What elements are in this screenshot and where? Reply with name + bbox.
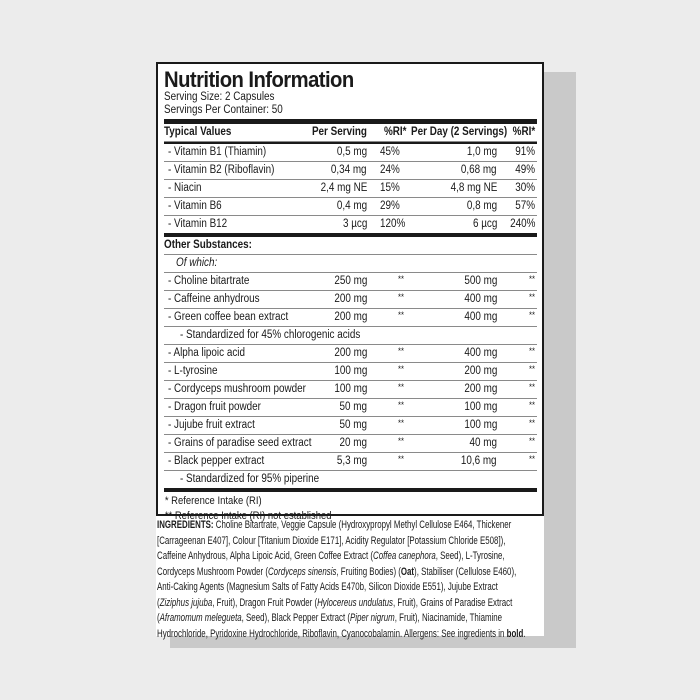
row-per-day: 40 mg — [469, 437, 497, 449]
table-row — [164, 417, 537, 435]
row-ri-day: ** — [528, 436, 535, 446]
row-name: - Jujube fruit extract — [168, 419, 255, 431]
row-per-day: 400 mg — [464, 347, 497, 359]
table-row — [164, 453, 537, 471]
row-ri: ** — [398, 382, 405, 392]
row-name: - Cordyceps mushroom powder — [168, 383, 306, 395]
row-ri-day: ** — [528, 418, 535, 428]
row-ri: ** — [398, 292, 405, 302]
row-per-serving: 100 mg — [334, 365, 367, 377]
table-row — [164, 345, 537, 363]
row-per-day: 200 mg — [464, 383, 497, 395]
ingredients-text: Coffea canephora — [373, 550, 436, 562]
table-row — [164, 180, 537, 198]
ingredients-text: [Carrageenan E407], Colour [Titanium Dioxide E171], Acidity Regulator [Potassium Chloride E508]), — [157, 534, 506, 547]
header-ri: %RI* — [384, 126, 407, 138]
ingredients-line — [157, 627, 526, 643]
row-per-day: 500 mg — [464, 275, 497, 287]
of-which-row — [164, 255, 537, 273]
row-per-serving: 200 mg — [334, 293, 367, 305]
table-row — [164, 162, 537, 180]
row-ri: 29% — [380, 200, 400, 212]
row-per-serving: 0,34 mg — [331, 164, 367, 176]
ingredients-text: Hylocereus undulatus — [317, 596, 394, 609]
row-name: - Green coffee bean extract — [168, 311, 289, 323]
nutrition-panel — [156, 62, 544, 522]
row-per-serving: 200 mg — [334, 311, 367, 323]
divider — [164, 488, 537, 492]
row-ri: ** — [398, 454, 405, 464]
row-name: - Black pepper extract — [168, 455, 265, 467]
footnote-ri-not-established: ** Reference Intake (RI) not established — [164, 510, 332, 522]
other-substances-table — [164, 273, 537, 488]
row-name: - L-tyrosine — [168, 365, 218, 377]
of-which-label: Of which: — [176, 257, 218, 269]
table-row — [164, 399, 537, 417]
row-ri-day: ** — [528, 454, 535, 464]
row-name: - Caffeine anhydrous — [168, 293, 260, 305]
header-per-day: Per Day (2 Servings) — [411, 126, 508, 138]
panel-title: Nutrition Information — [164, 67, 354, 92]
ingredients-text: ( — [157, 612, 160, 624]
table-row — [164, 363, 537, 381]
ingredients-text: Caffeine Anhydrous, Alpha Lipoic Acid, Green Coffee Extract ( — [157, 550, 374, 562]
table-row — [164, 381, 537, 399]
row-name: - Niacin — [168, 182, 202, 194]
row-per-day: 0,8 mg — [466, 200, 497, 212]
row-name: - Choline bitartrate — [168, 275, 250, 287]
table-row — [164, 273, 537, 291]
ingredients-text: , Seed), Black Pepper Extract ( — [241, 612, 351, 624]
row-ri: ** — [398, 364, 405, 374]
row-name: - Vitamin B6 — [168, 200, 222, 212]
footnote-ri: * Reference Intake (RI) — [164, 495, 262, 507]
ingredients-text: Hydrochloride, Pyridoxine Hydrochloride, Riboflavin, Cyanocobalamin. Allergens: See ingredients in — [157, 627, 507, 640]
ingredients-text: ), Stabiliser (Cellulose E460), — [414, 565, 517, 578]
row-per-day: 0,68 mg — [461, 164, 497, 176]
ingredients-text: . — [523, 627, 526, 640]
table-row — [164, 216, 537, 233]
table-row — [164, 471, 537, 488]
ingredients-text: Anti-Caking Agents (Magnesium Salts of Fatty Acids E470b, Silicon Dioxide E551), Jujube Extract — [157, 581, 498, 593]
ingredients-line — [157, 580, 498, 596]
row-ri: ** — [398, 400, 405, 410]
serving-size: Serving Size: 2 Capsules — [164, 91, 275, 103]
row-per-day: 400 mg — [464, 293, 497, 305]
row-ri: 15% — [380, 182, 400, 194]
row-per-serving: 250 mg — [334, 275, 367, 287]
ingredients-label: INGREDIENTS: — [157, 519, 214, 531]
row-per-serving: 100 mg — [334, 383, 367, 395]
ingredients-text: , Fruit), Dragon Fruit Powder ( — [212, 596, 318, 609]
row-name: - Dragon fruit powder — [168, 401, 261, 413]
ingredients-text: Cordyceps sinensis — [267, 565, 337, 578]
ingredients-text: Cordyceps Mushroom Powder ( — [157, 565, 268, 578]
ingredients-text: Oat — [400, 565, 415, 578]
header-per-serving: Per Serving — [312, 126, 367, 138]
ingredients-text: ( — [157, 596, 160, 609]
supplement-label — [156, 62, 544, 640]
row-ri-day: 91% — [515, 146, 535, 158]
row-per-serving: 200 mg — [334, 347, 367, 359]
ingredients-text: Piper nigrum — [350, 612, 395, 624]
header-ri-day: %RI* — [512, 126, 535, 138]
servings-per-container: Servings Per Container: 50 — [164, 104, 283, 116]
ingredients-text: Aframomum melegueta — [159, 612, 242, 624]
row-ri: 120% — [380, 218, 406, 230]
row-ri-day: ** — [528, 364, 535, 374]
table-row — [164, 327, 537, 345]
row-ri: ** — [398, 418, 405, 428]
row-ri-day: ** — [528, 400, 535, 410]
row-per-day: 4,8 mg NE — [450, 182, 497, 194]
other-substances-heading — [164, 237, 537, 255]
row-ri-day: 57% — [515, 200, 535, 212]
ingredients-text: Ziziphus jujuba — [159, 596, 213, 609]
row-per-serving: 5,3 mg — [336, 455, 367, 467]
row-per-serving: 2,4 mg NE — [320, 182, 367, 194]
row-ri: 45% — [380, 146, 400, 158]
row-ri: ** — [398, 436, 405, 446]
ingredients-text: , Fruit), Niacinamide, Thiamine — [394, 612, 503, 624]
table-row — [164, 198, 537, 216]
row-per-day: 100 mg — [464, 419, 497, 431]
row-per-serving: 20 mg — [339, 437, 367, 449]
row-name: - Standardized for 45% chlorogenic acids — [180, 329, 361, 341]
ingredients-line — [157, 565, 517, 581]
ingredients-text: , Fruit), Grains of Paradise Extract — [393, 596, 513, 609]
row-per-serving: 0,4 mg — [336, 200, 367, 212]
ingredients-text: , Seed), L-Tyrosine, — [435, 550, 505, 562]
row-ri-day: ** — [528, 346, 535, 356]
row-name: - Grains of paradise seed extract — [168, 437, 312, 449]
row-per-day: 100 mg — [464, 401, 497, 413]
ingredients-line — [157, 518, 512, 534]
ingredients-text: Choline Bitartrate, Veggie Capsule (Hydroxypropyl Methyl Cellulose E464, Thickener — [213, 519, 512, 531]
row-per-serving: 50 mg — [339, 401, 367, 413]
row-ri-day: 240% — [509, 218, 535, 230]
table-row — [164, 291, 537, 309]
ingredients-line — [157, 534, 506, 550]
table-row — [164, 435, 537, 453]
row-name: - Vitamin B1 (Thiamin) — [168, 146, 267, 158]
row-ri: ** — [398, 346, 405, 356]
row-per-day: 200 mg — [464, 365, 497, 377]
row-ri-day: ** — [528, 310, 535, 320]
header-typical-values: Typical Values — [164, 126, 232, 138]
row-per-day: 400 mg — [464, 311, 497, 323]
row-per-day: 6 µcg — [472, 218, 497, 230]
row-per-serving: 0,5 mg — [336, 146, 367, 158]
row-ri: ** — [398, 274, 405, 284]
row-per-serving: 50 mg — [339, 419, 367, 431]
ingredients-text: bold — [506, 627, 524, 640]
row-ri: ** — [398, 310, 405, 320]
ingredients-text: , Fruiting Bodies) ( — [336, 565, 401, 578]
table-row — [164, 309, 537, 327]
other-substances-title: Other Substances: — [164, 239, 252, 251]
row-per-day: 10,6 mg — [461, 455, 497, 467]
row-name: - Standardized for 95% piperine — [180, 473, 320, 485]
row-name: - Vitamin B2 (Riboflavin) — [168, 164, 275, 176]
row-ri-day: ** — [528, 382, 535, 392]
row-ri: 24% — [380, 164, 400, 176]
row-name: - Alpha lipoic acid — [168, 347, 245, 359]
row-ri-day: 30% — [515, 182, 535, 194]
row-per-day: 1,0 mg — [466, 146, 497, 158]
table-header-row — [164, 124, 537, 142]
row-ri-day: 49% — [515, 164, 535, 176]
row-ri-day: ** — [528, 274, 535, 284]
row-name: - Vitamin B12 — [168, 218, 228, 230]
ingredients-line — [157, 611, 503, 627]
row-per-serving: 3 µcg — [342, 218, 367, 230]
vitamins-table — [164, 144, 537, 233]
ingredients-line — [157, 549, 505, 565]
row-ri-day: ** — [528, 292, 535, 302]
table-row — [164, 144, 537, 162]
ingredients-line — [157, 596, 513, 612]
ingredients-block — [157, 518, 543, 642]
